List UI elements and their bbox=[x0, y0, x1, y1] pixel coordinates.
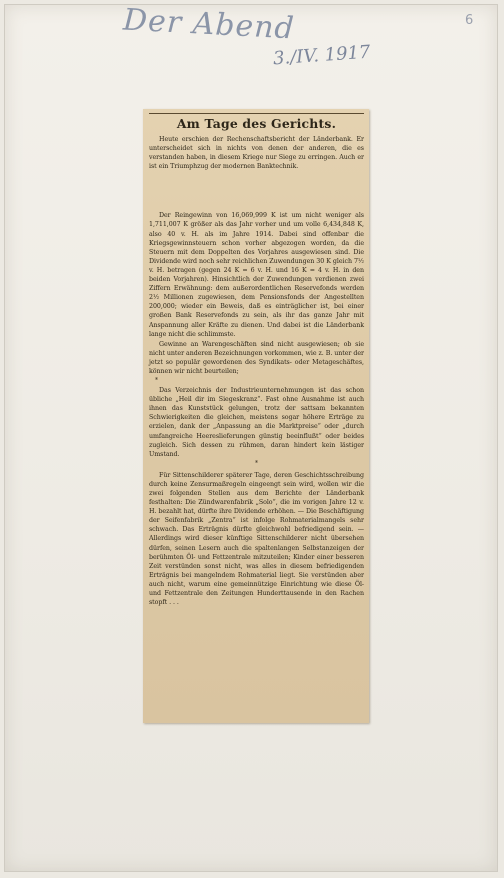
article-paragraph-3: Das Verzeichnis der Industrieunternehmungen ist das schon übliche „Heil dir im Siegeskranz“. Fast ohne Ausnahme ist auch ihnen das Kunststück gelungen, trotz der sattsam bekannten Schwierigkeiten die gleichen, meistens sogar höhere Erträge zu erzielen, dank der „Anpassung an die Marktpreise“ oder „durch umfangreiche Heereslieferungen günstig beeinflußt“ oder beides zugleich. Sich dessen zu rühmen, daran hindert kein lästiger Umstand. bbox=[149, 387, 364, 458]
handwritten-date: 3./IV. 1917 bbox=[272, 41, 372, 70]
section-separator-1: * bbox=[155, 377, 158, 385]
article-paragraph-1: Der Reingewinn von 16,069,999 K ist um nicht weniger als 1,711,007 K größer als das Jahr vorher und um volle 6,434,848 K, also 40 v. H. als im Jahre 1914. Dabei sind offenbar die Kriegsgewinnsteuern schon vorher abgezogen worden, da die Steuern mit dem Doppelten des Vorjahres ausgewiesen sind. Die Dividende wird noch sehr reichlichen Zuwendungen 30 K gleich 7½ v. H. betragen (gegen 24 K = 6 v. H. und 16 K = 4 v. H. in den beiden Vorjahren). Hinsichtlich der Zuwendungen verdienen zwei Ziffern Erwähnung: dem außerordentlichen Reservefonds werden 2½ Millionen zugewiesen, dem Pensionsfonds der Angestellten 200,000; wieder ein Beweis, daß es einträglicher ist, bei einer großen Bank Reservefonds zu sein, als ihr das ganze Jahr mit Anspannung aller Kräfte zu dienen. Und dabei ist die Länderbank lange nicht die schlimmste. bbox=[149, 212, 364, 338]
archive-sheet bbox=[4, 4, 498, 872]
article-intro: Heute erschien der Rechenschaftsbericht der Länderbank. Er unterscheidet sich in nichts von denen der anderen, die es verstanden haben, in diesem Kriege nur Siege zu erringen. Auch er ist ein Triumphzug der modernen Banktechnik. bbox=[149, 136, 364, 171]
page-number: 6 bbox=[465, 13, 474, 28]
section-separator-2: * bbox=[255, 459, 258, 467]
article-headline: Am Tage des Gerichts. bbox=[176, 116, 337, 131]
article-paragraph-2: Gewinne an Warengeschäften sind nicht ausgewiesen; ob sie nicht unter anderen Bezeichnungen vorkommen, wie z. B. unter der jetzt so populär gewordenen des Syndikats- oder Metageschäftes, können wir nicht beurteilen; bbox=[149, 340, 364, 375]
article-paragraph-4: Für Sittenschilderer späterer Tage, deren Geschichtsschreibung durch keine Zensurmaßregeln eingeengt sein wird, wollen wir die zwei folgenden Stellen aus dem Berichte der Länderbank festhalten: Die Zündwarenfabrik „Solo“, die im vorigen Jahre 12 v. H. bezahlt hat, dürfte ihre Dividende erhöhen. — Die Beschäftigung der Seifenfabrik „Zentra“ ist infolge Rohmaterialmangels sehr schwach. Das Erträgnis dürfte gleichwohl befriedigend sein. — Allerdings wird dieser künftige Sittenschilderer nicht übersehen dürfen, seinen Lesern auch die spaltenlangen Selbstanzeigen der berühmten Öl- und Fettzentrale mitzuteilen; Kinder einer besseren Zeit verstünden sonst nicht, was alles in diesem befriedigenden Erträgnis bei mangelndem Rohmaterial liegt. Sie verstünden aber auch nicht, warum eine gemeinnützige Einrichtung wie diese Öl- und Fettzentrale den Zeitungen Hunderttausende in den Rachen stopft . . . bbox=[149, 471, 364, 607]
top-rule bbox=[149, 113, 364, 114]
handwritten-newspaper-name: Der Abend bbox=[122, 2, 296, 47]
newspaper-clipping bbox=[143, 109, 369, 723]
